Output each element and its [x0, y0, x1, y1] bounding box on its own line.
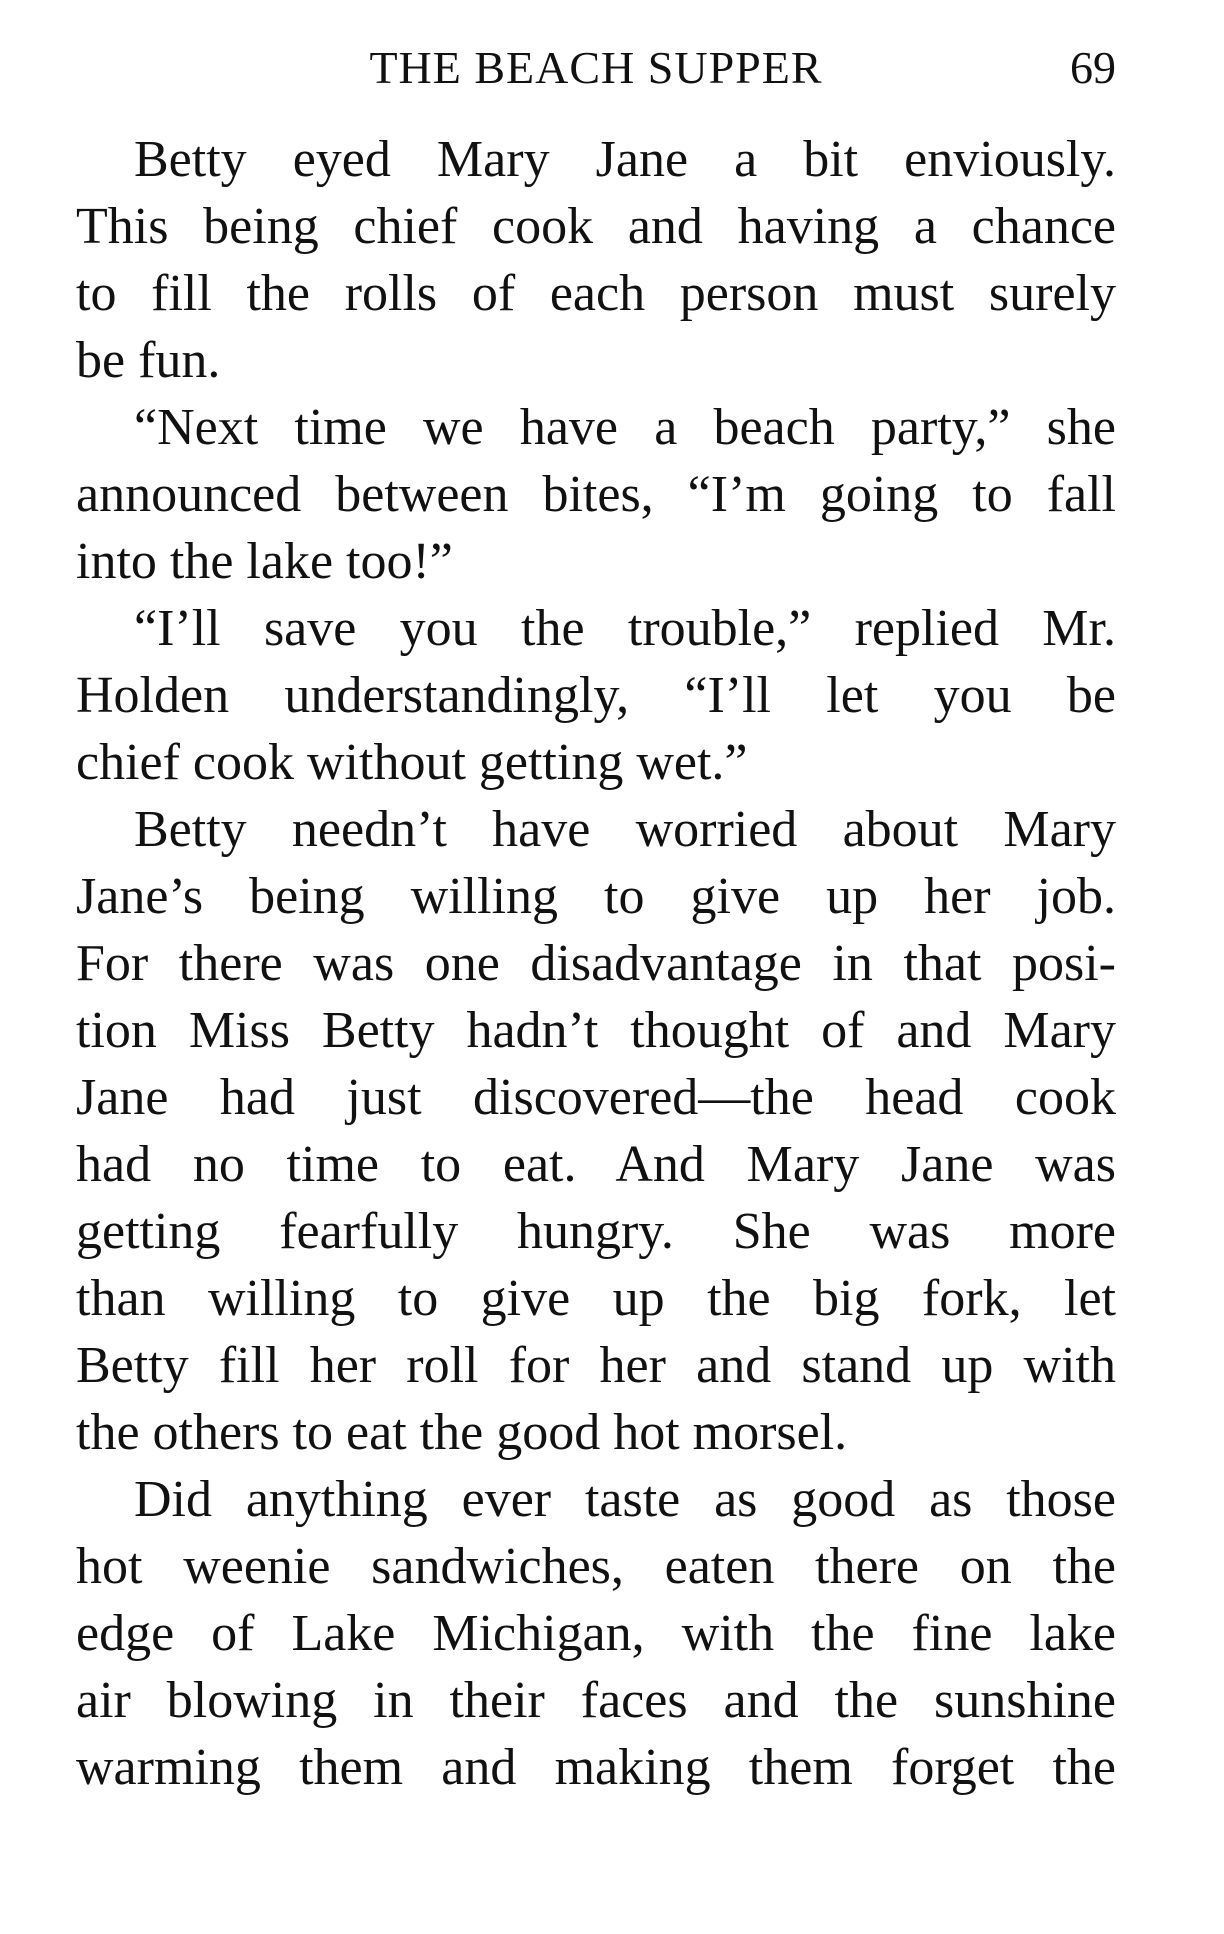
text-line: tion Miss Betty hadn’t thought of and Mary — [76, 1002, 1116, 1059]
text-line: hot weenie sandwiches, eaten there on the — [76, 1538, 1116, 1595]
running-title: THE BEACH SUPPER — [369, 42, 823, 93]
text-line: Holden understandingly, “I’ll let you be — [76, 667, 1116, 724]
text-line: Betty eyed Mary Jane a bit enviously. — [134, 131, 1116, 188]
text-line: getting fearfully hungry. She was more — [76, 1203, 1116, 1260]
text-line: “Next time we have a beach party,” she — [134, 399, 1116, 456]
body-text — [76, 126, 1116, 1801]
text-line: Did anything ever taste as good as those — [134, 1471, 1116, 1528]
text-line: into the lake too!” — [76, 533, 453, 590]
text-line: the others to eat the good hot morsel. — [76, 1404, 848, 1461]
text-line: chief cook without getting wet.” — [76, 734, 748, 791]
text-line: to fill the rolls of each person must surely — [76, 265, 1116, 322]
text-line: warming them and making them forget the — [76, 1739, 1116, 1796]
text-line: air blowing in their faces and the sunshine — [76, 1672, 1116, 1729]
text-line: This being chief cook and having a chance — [76, 198, 1116, 255]
page-number: 69 — [1070, 42, 1116, 93]
text-line: Betty fill her roll for her and stand up with — [76, 1337, 1116, 1394]
text-line: had no time to eat. And Mary Jane was — [76, 1136, 1116, 1193]
text-line: Jane had just discovered—the head cook — [76, 1069, 1116, 1126]
text-line: announced between bites, “I’m going to fall — [76, 466, 1116, 523]
running-head — [76, 38, 1116, 98]
text-line: be fun. — [76, 332, 221, 389]
text-line: “I’ll save you the trouble,” replied Mr. — [134, 600, 1116, 657]
text-line: edge of Lake Michigan, with the fine lake — [76, 1605, 1116, 1662]
text-line: For there was one disadvantage in that posi- — [76, 935, 1116, 992]
text-line: Jane’s being willing to give up her job. — [76, 868, 1116, 925]
text-line: Betty needn’t have worried about Mary — [134, 801, 1116, 858]
text-line: than willing to give up the big fork, let — [76, 1270, 1116, 1327]
